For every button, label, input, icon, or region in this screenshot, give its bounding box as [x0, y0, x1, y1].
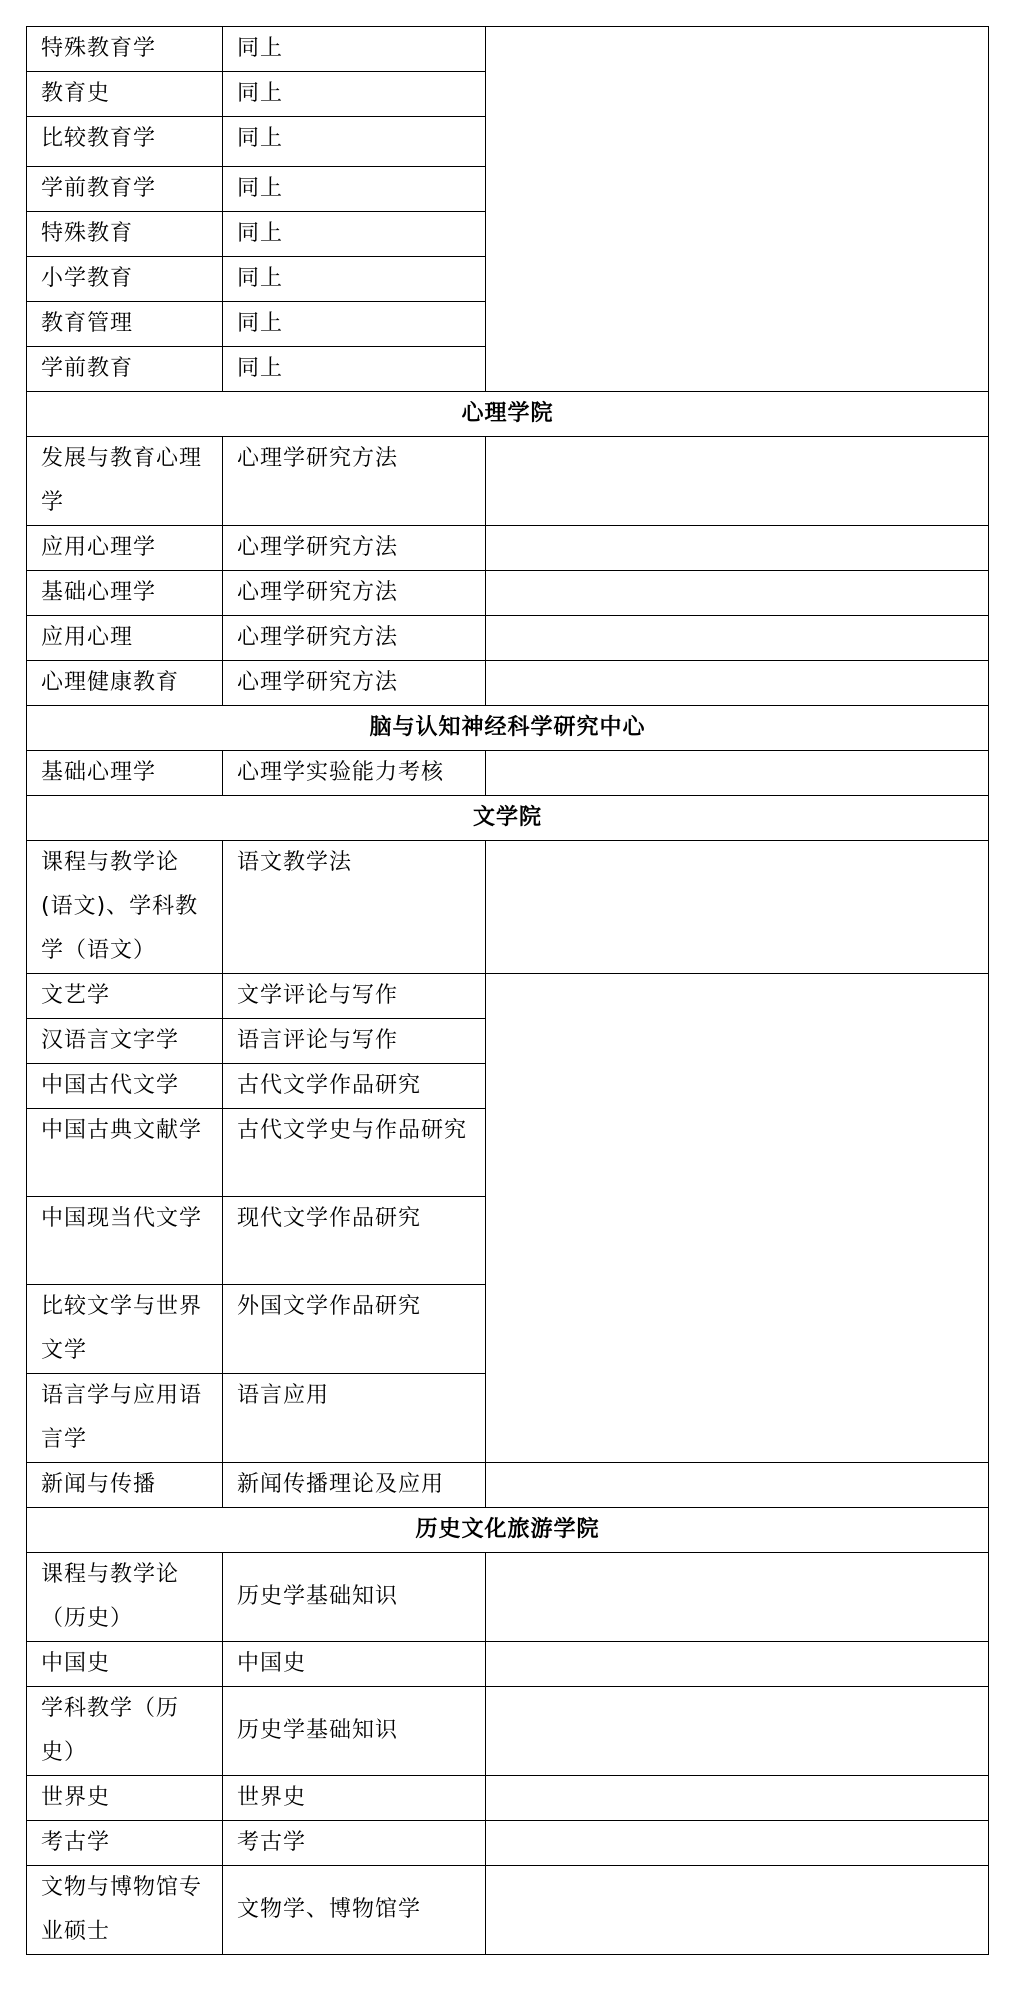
remark-cell [486, 1687, 989, 1776]
subject-cell: 心理学研究方法 [223, 526, 486, 571]
table-row [27, 437, 989, 526]
major-cell: 学前教育 [27, 347, 223, 392]
subject-cell: 同上 [223, 167, 486, 212]
table-row [27, 1642, 989, 1687]
remark-cell [486, 437, 989, 526]
remark-cell [486, 27, 989, 392]
section-title-brain: 脑与认知神经科学研究中心 [27, 706, 989, 751]
table-row [27, 1687, 989, 1776]
major-cell: 应用心理 [27, 616, 223, 661]
major-cell: 特殊教育学 [27, 27, 223, 72]
remark-cell [486, 1776, 989, 1821]
major-cell: 小学教育 [27, 257, 223, 302]
subject-cell: 现代文学作品研究 [223, 1197, 486, 1285]
major-cell: 中国古代文学 [27, 1064, 223, 1109]
table-row [27, 841, 989, 974]
subject-cell: 同上 [223, 117, 486, 167]
subject-cell: 考古学 [223, 1821, 486, 1866]
table-row [27, 27, 989, 72]
major-cell: 文物与博物馆专业硕士 [27, 1866, 223, 1955]
major-cell: 教育管理 [27, 302, 223, 347]
major-cell: 课程与教学论(语文)、学科教学（语文） [27, 841, 223, 974]
major-cell: 发展与教育心理学 [27, 437, 223, 526]
major-cell: 文艺学 [27, 974, 223, 1019]
subject-cell: 同上 [223, 347, 486, 392]
remark-cell [486, 1821, 989, 1866]
table-row [27, 1821, 989, 1866]
remark-cell [486, 974, 989, 1463]
subject-cell: 心理学研究方法 [223, 616, 486, 661]
major-cell: 世界史 [27, 1776, 223, 1821]
subject-cell: 同上 [223, 72, 486, 117]
subject-cell: 中国史 [223, 1642, 486, 1687]
subject-cell: 语文教学法 [223, 841, 486, 974]
remark-cell [486, 1463, 989, 1508]
major-cell: 基础心理学 [27, 571, 223, 616]
section-header-row [27, 796, 989, 841]
remark-cell [486, 1553, 989, 1642]
table-row [27, 1866, 989, 1955]
major-cell: 考古学 [27, 1821, 223, 1866]
major-cell: 语言学与应用语言学 [27, 1374, 223, 1463]
section-title-history: 历史文化旅游学院 [27, 1508, 989, 1553]
subject-cell: 同上 [223, 212, 486, 257]
remark-cell [486, 661, 989, 706]
major-cell: 心理健康教育 [27, 661, 223, 706]
major-cell: 课程与教学论（历史） [27, 1553, 223, 1642]
table-row [27, 661, 989, 706]
major-cell: 应用心理学 [27, 526, 223, 571]
table-row [27, 616, 989, 661]
subject-cell: 语言应用 [223, 1374, 486, 1463]
table-row [27, 526, 989, 571]
subject-cell: 古代文学作品研究 [223, 1064, 486, 1109]
remark-cell [486, 751, 989, 796]
table-row [27, 1463, 989, 1508]
subject-cell: 心理学研究方法 [223, 571, 486, 616]
table-row [27, 974, 989, 1019]
document-page [26, 26, 988, 1955]
subject-cell: 新闻传播理论及应用 [223, 1463, 486, 1508]
remark-cell [486, 571, 989, 616]
subject-cell: 心理学研究方法 [223, 661, 486, 706]
subject-cell: 历史学基础知识 [223, 1553, 486, 1642]
remark-cell [486, 616, 989, 661]
subject-cell: 同上 [223, 27, 486, 72]
major-cell: 教育史 [27, 72, 223, 117]
major-cell: 基础心理学 [27, 751, 223, 796]
section-header-row [27, 1508, 989, 1553]
subject-cell: 外国文学作品研究 [223, 1285, 486, 1374]
table-row [27, 571, 989, 616]
table-row [27, 1553, 989, 1642]
subject-cell: 语言评论与写作 [223, 1019, 486, 1064]
remark-cell [486, 841, 989, 974]
subject-cell: 心理学实验能力考核 [223, 751, 486, 796]
section-header-row [27, 706, 989, 751]
subject-cell: 世界史 [223, 1776, 486, 1821]
major-cell: 比较文学与世界文学 [27, 1285, 223, 1374]
major-cell: 学前教育学 [27, 167, 223, 212]
table-row [27, 1776, 989, 1821]
subject-cell: 历史学基础知识 [223, 1687, 486, 1776]
section-title-literature: 文学院 [27, 796, 989, 841]
remark-cell [486, 1866, 989, 1955]
section-header-row [27, 392, 989, 437]
subject-cell: 文物学、博物馆学 [223, 1866, 486, 1955]
major-cell: 特殊教育 [27, 212, 223, 257]
table-row [27, 751, 989, 796]
subject-cell: 心理学研究方法 [223, 437, 486, 526]
major-cell: 汉语言文字学 [27, 1019, 223, 1064]
section-title-psychology: 心理学院 [27, 392, 989, 437]
major-cell: 中国古典文献学 [27, 1109, 223, 1197]
major-cell: 比较教育学 [27, 117, 223, 167]
subject-cell: 同上 [223, 302, 486, 347]
major-cell: 中国史 [27, 1642, 223, 1687]
major-cell: 新闻与传播 [27, 1463, 223, 1508]
major-cell: 中国现当代文学 [27, 1197, 223, 1285]
subject-cell: 同上 [223, 257, 486, 302]
major-cell: 学科教学（历史） [27, 1687, 223, 1776]
subjects-table [26, 26, 989, 1955]
remark-cell [486, 1642, 989, 1687]
subject-cell: 古代文学史与作品研究 [223, 1109, 486, 1197]
remark-cell [486, 526, 989, 571]
subject-cell: 文学评论与写作 [223, 974, 486, 1019]
